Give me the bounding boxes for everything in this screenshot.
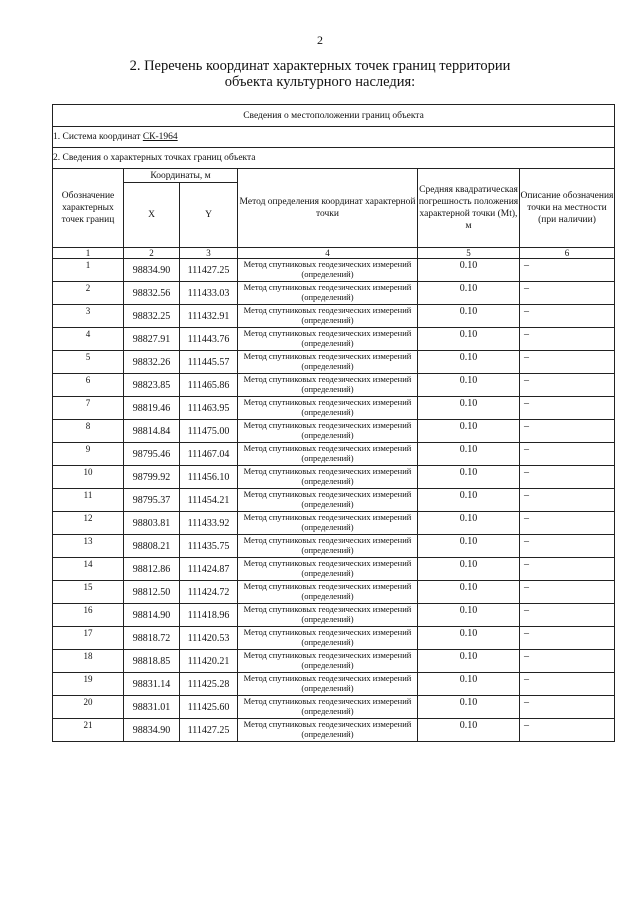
coord-y: 111435.75 xyxy=(180,535,238,558)
point-number: 4 xyxy=(53,328,124,351)
coord-y: 111424.87 xyxy=(180,558,238,581)
coord-x: 98832.25 xyxy=(124,305,180,328)
document-title xyxy=(0,58,640,90)
coord-x: 98832.26 xyxy=(124,351,180,374)
point-description: – xyxy=(520,420,615,443)
point-number: 7 xyxy=(53,397,124,420)
coordinate-system-cell xyxy=(53,127,615,148)
table-row xyxy=(53,374,615,397)
coord-x: 98823.85 xyxy=(124,374,180,397)
coord-x: 98827.91 xyxy=(124,328,180,351)
coord-y: 111445.57 xyxy=(180,351,238,374)
coord-y: 111475.00 xyxy=(180,420,238,443)
error-value: 0.10 xyxy=(418,374,520,397)
error-value: 0.10 xyxy=(418,351,520,374)
error-value: 0.10 xyxy=(418,259,520,282)
coord-x: 98795.37 xyxy=(124,489,180,512)
method-text: Метод спутниковых геодезических измерений (определений) xyxy=(238,420,418,443)
error-value: 0.10 xyxy=(418,328,520,351)
point-description: – xyxy=(520,305,615,328)
point-description: – xyxy=(520,466,615,489)
method-text: Метод спутниковых геодезических измерений (определений) xyxy=(238,627,418,650)
method-text: Метод спутниковых геодезических измерений (определений) xyxy=(238,351,418,374)
error-value: 0.10 xyxy=(418,489,520,512)
coord-y: 111465.86 xyxy=(180,374,238,397)
table-row xyxy=(53,627,615,650)
point-description: – xyxy=(520,397,615,420)
error-value: 0.10 xyxy=(418,397,520,420)
table-row xyxy=(53,581,615,604)
coord-x: 98831.14 xyxy=(124,673,180,696)
table-row xyxy=(53,259,615,282)
coord-y: 111443.76 xyxy=(180,328,238,351)
method-text: Метод спутниковых геодезических измерений (определений) xyxy=(238,650,418,673)
point-number: 1 xyxy=(53,259,124,282)
error-value: 0.10 xyxy=(418,558,520,581)
point-description: – xyxy=(520,374,615,397)
point-number: 13 xyxy=(53,535,124,558)
coord-y: 111420.21 xyxy=(180,650,238,673)
coord-y: 111467.04 xyxy=(180,443,238,466)
col-point-header: Обозначение характерных точек границ xyxy=(53,169,124,248)
point-number: 10 xyxy=(53,466,124,489)
table-row xyxy=(53,351,615,374)
coord-x: 98834.90 xyxy=(124,259,180,282)
table-row xyxy=(53,420,615,443)
table-row xyxy=(53,673,615,696)
point-number: 20 xyxy=(53,696,124,719)
title-line-1: 2. Перечень координат характерных точек границ территории xyxy=(129,58,511,74)
method-text: Метод спутниковых геодезических измерений (определений) xyxy=(238,397,418,420)
coord-y: 111425.60 xyxy=(180,696,238,719)
point-number: 8 xyxy=(53,420,124,443)
point-description: – xyxy=(520,512,615,535)
point-number: 21 xyxy=(53,719,124,742)
page-number: 2 xyxy=(317,33,323,47)
table-row xyxy=(53,604,615,627)
col-coords-header: Координаты, м xyxy=(124,169,238,183)
error-value: 0.10 xyxy=(418,627,520,650)
error-value: 0.10 xyxy=(418,581,520,604)
point-description: – xyxy=(520,627,615,650)
point-description: – xyxy=(520,719,615,742)
table-row xyxy=(53,650,615,673)
point-number: 6 xyxy=(53,374,124,397)
coord-y: 111427.25 xyxy=(180,259,238,282)
coord-y: 111420.53 xyxy=(180,627,238,650)
point-description: – xyxy=(520,581,615,604)
col-y-header: Y xyxy=(180,183,238,248)
column-number: 3 xyxy=(180,248,238,259)
column-number: 2 xyxy=(124,248,180,259)
error-value: 0.10 xyxy=(418,535,520,558)
coord-x: 98799.92 xyxy=(124,466,180,489)
coord-y: 111424.72 xyxy=(180,581,238,604)
coord-x: 98831.01 xyxy=(124,696,180,719)
error-value: 0.10 xyxy=(418,466,520,489)
error-value: 0.10 xyxy=(418,305,520,328)
point-number: 11 xyxy=(53,489,124,512)
col-x-header: X xyxy=(124,183,180,248)
coord-y: 111418.96 xyxy=(180,604,238,627)
coord-y: 111432.91 xyxy=(180,305,238,328)
coord-y: 111456.10 xyxy=(180,466,238,489)
point-description: – xyxy=(520,351,615,374)
coord-x: 98803.81 xyxy=(124,512,180,535)
point-description: – xyxy=(520,489,615,512)
error-value: 0.10 xyxy=(418,673,520,696)
method-text: Метод спутниковых геодезических измерений (определений) xyxy=(238,558,418,581)
point-description: – xyxy=(520,604,615,627)
column-number: 5 xyxy=(418,248,520,259)
coord-x: 98795.46 xyxy=(124,443,180,466)
method-text: Метод спутниковых геодезических измерений (определений) xyxy=(238,535,418,558)
point-number: 17 xyxy=(53,627,124,650)
table-row xyxy=(53,719,615,742)
error-value: 0.10 xyxy=(418,420,520,443)
table-row xyxy=(53,328,615,351)
coordinate-system-label: 1. Система координат xyxy=(53,132,143,142)
point-number: 5 xyxy=(53,351,124,374)
point-description: – xyxy=(520,259,615,282)
coord-y: 111427.25 xyxy=(180,719,238,742)
col-desc-header: Описание обозначения точки на местности (при наличии) xyxy=(520,169,615,248)
point-number: 18 xyxy=(53,650,124,673)
point-number: 15 xyxy=(53,581,124,604)
column-number: 6 xyxy=(520,248,615,259)
error-value: 0.10 xyxy=(418,650,520,673)
point-description: – xyxy=(520,650,615,673)
coordinates-table xyxy=(52,104,615,742)
col-method-header: Метод определения координат характерной точки xyxy=(238,169,418,248)
point-description: – xyxy=(520,696,615,719)
title-line-2: объекта культурного наследия: xyxy=(224,74,416,90)
coord-x: 98832.56 xyxy=(124,282,180,305)
error-value: 0.10 xyxy=(418,696,520,719)
method-text: Метод спутниковых геодезических измерений (определений) xyxy=(238,443,418,466)
method-text: Метод спутниковых геодезических измерений (определений) xyxy=(238,719,418,742)
column-number: 4 xyxy=(238,248,418,259)
coord-x: 98819.46 xyxy=(124,397,180,420)
col-error-header: Средняя квадратическая погрешность положения характерной точки (Mt), м xyxy=(418,169,520,248)
method-text: Метод спутниковых геодезических измерений (определений) xyxy=(238,259,418,282)
table-row xyxy=(53,397,615,420)
coord-y: 111433.92 xyxy=(180,512,238,535)
coord-y: 111454.21 xyxy=(180,489,238,512)
table-row xyxy=(53,443,615,466)
table-row xyxy=(53,558,615,581)
error-value: 0.10 xyxy=(418,282,520,305)
table-row xyxy=(53,489,615,512)
point-description: – xyxy=(520,443,615,466)
coord-x: 98812.50 xyxy=(124,581,180,604)
point-number: 9 xyxy=(53,443,124,466)
method-text: Метод спутниковых геодезических измерений (определений) xyxy=(238,328,418,351)
method-text: Метод спутниковых геодезических измерений (определений) xyxy=(238,673,418,696)
method-text: Метод спутниковых геодезических измерений (определений) xyxy=(238,512,418,535)
error-value: 0.10 xyxy=(418,604,520,627)
point-number: 14 xyxy=(53,558,124,581)
point-description: – xyxy=(520,673,615,696)
point-description: – xyxy=(520,328,615,351)
error-value: 0.10 xyxy=(418,512,520,535)
coord-x: 98808.21 xyxy=(124,535,180,558)
method-text: Метод спутниковых геодезических измерений (определений) xyxy=(238,466,418,489)
error-value: 0.10 xyxy=(418,719,520,742)
table-row xyxy=(53,466,615,489)
point-number: 2 xyxy=(53,282,124,305)
table-row xyxy=(53,696,615,719)
method-text: Метод спутниковых геодезических измерений (определений) xyxy=(238,696,418,719)
column-number: 1 xyxy=(53,248,124,259)
method-text: Метод спутниковых геодезических измерений (определений) xyxy=(238,374,418,397)
point-description: – xyxy=(520,282,615,305)
method-text: Метод спутниковых геодезических измерений (определений) xyxy=(238,581,418,604)
info-header: Сведения о местоположении границ объекта xyxy=(53,105,615,127)
coord-y: 111463.95 xyxy=(180,397,238,420)
column-numbers-row xyxy=(53,248,615,259)
point-number: 12 xyxy=(53,512,124,535)
points-section-header: 2. Сведения о характерных точках границ объекта xyxy=(53,148,615,169)
coord-y: 111425.28 xyxy=(180,673,238,696)
coordinate-system-value: СК-1964 xyxy=(142,132,178,142)
coord-y: 111433.03 xyxy=(180,282,238,305)
method-text: Метод спутниковых геодезических измерений (определений) xyxy=(238,604,418,627)
method-text: Метод спутниковых геодезических измерений (определений) xyxy=(238,282,418,305)
coord-x: 98814.84 xyxy=(124,420,180,443)
table-row xyxy=(53,512,615,535)
coord-x: 98818.85 xyxy=(124,650,180,673)
method-text: Метод спутниковых геодезических измерений (определений) xyxy=(238,305,418,328)
method-text: Метод спутниковых геодезических измерений (определений) xyxy=(238,489,418,512)
point-number: 3 xyxy=(53,305,124,328)
table-row xyxy=(53,535,615,558)
point-description: – xyxy=(520,558,615,581)
coord-x: 98812.86 xyxy=(124,558,180,581)
point-number: 19 xyxy=(53,673,124,696)
table-row xyxy=(53,282,615,305)
coord-x: 98818.72 xyxy=(124,627,180,650)
point-number: 16 xyxy=(53,604,124,627)
point-description: – xyxy=(520,535,615,558)
coord-x: 98814.90 xyxy=(124,604,180,627)
error-value: 0.10 xyxy=(418,443,520,466)
coord-x: 98834.90 xyxy=(124,719,180,742)
table-row xyxy=(53,305,615,328)
